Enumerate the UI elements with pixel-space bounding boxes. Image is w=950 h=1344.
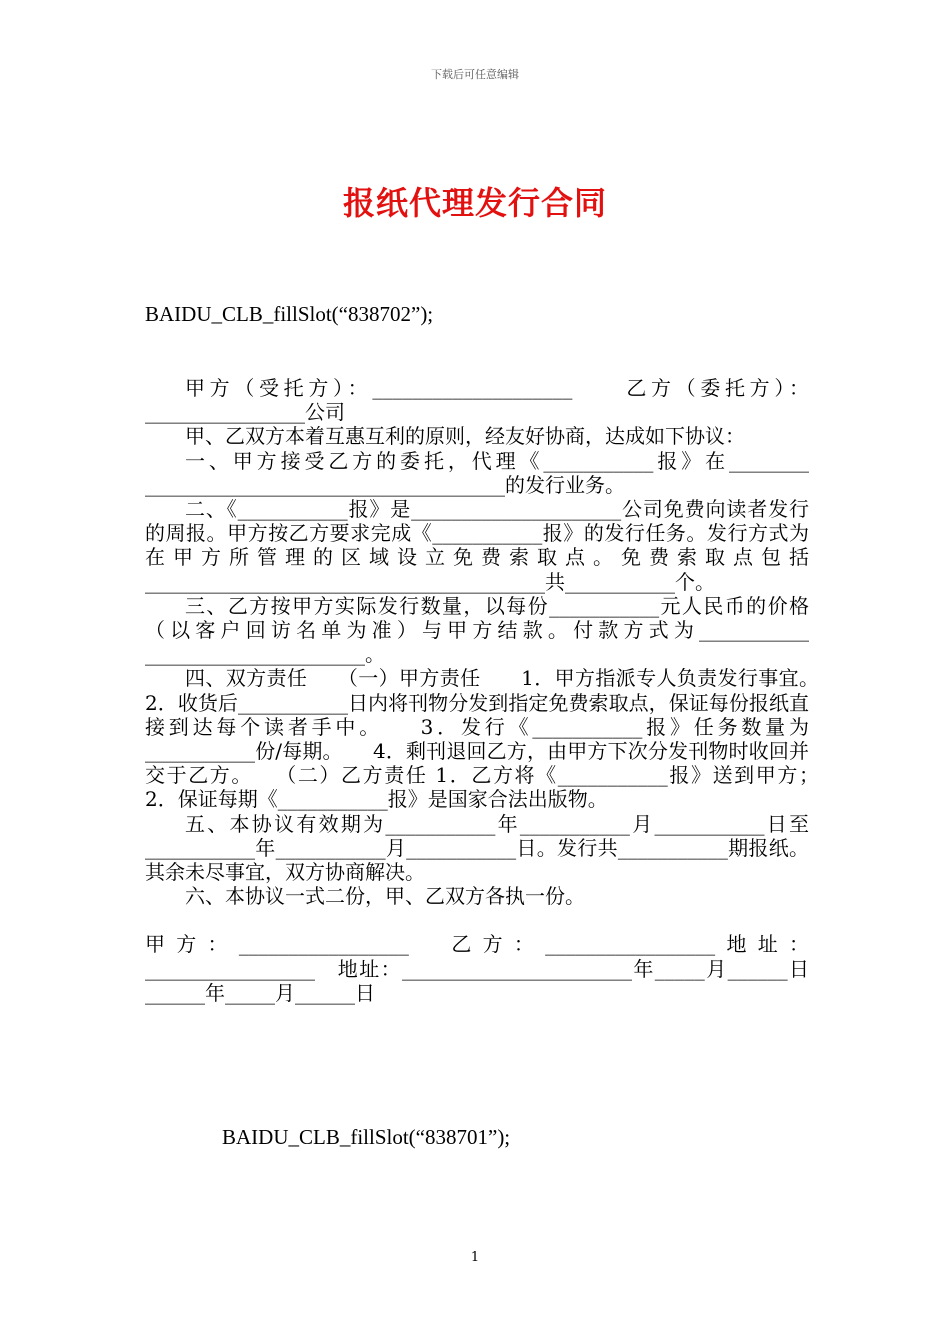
ad-slot-code-bottom: BAIDU_CLB_fillSlot(“838701”); [222,1125,511,1149]
clause-1: 一、甲方接受乙方的委托，代理《___________报》在________ ____________________________________的发行业务。 [145,448,809,497]
page-number: 1 [470,1250,480,1265]
contract-body [145,376,849,1005]
clause-6: 六、本协议一式二份，甲、乙双方各执一份。 [185,884,585,909]
document-title: 报纸代理发行合同 [342,184,607,222]
clause-2: 二、《___________报》是_____________________公司免费向读者发行的周报。甲方按乙方要求完成《___________报》的发行任务。发行方式为在甲方所管理的区域设立免费索取点。免费索取点包括________________________________________共___________个。 [145,497,809,594]
clause-5: 五、本协议有效期为___________年___________月___________日至___________年___________月___________日。发行共___________期报纸。其余未尽事宜，双方协商解决。 [145,811,809,885]
clause-4: 四、双方责任 （一）甲方责任 1．甲方指派专人负责发行事宜。 2．收货后___________日内将刊物分发到指定免费索取点，保证每份报纸直接到达每个读者手中。 3．发行《___________报》任务数量为___________份/每期。 4．剩刊退回乙方，由甲方下次分发刊物时收回并交于乙方。 （二）乙方责任 1．乙方将《___________报》送到甲方； 2．保证每期《___________报》是国家合法出版物。 [145,666,849,812]
header-note: 下载后可任意编辑 [431,68,519,81]
signature-block: 甲方：_________________ 乙方：_________________地址：_________________ 地址：_______________________年_____月______日 ______年_____月______日 [145,932,829,1005]
ad-slot-code-top: BAIDU_CLB_fillSlot(“838702”); [145,302,434,326]
clause-3: 三、乙方按甲方实际发行数量，以每份___________元人民币的价格（以客户回访名单为准）与甲方结款。付款方式为___________ ______________________。 [145,593,809,667]
parties-paragraph: 甲方（受托方）：____________________ 乙方（委托方）：________________公司 [145,376,809,425]
intro-paragraph: 甲、乙双方本着互惠互利的原则，经友好协商，达成如下协议： [185,424,745,449]
